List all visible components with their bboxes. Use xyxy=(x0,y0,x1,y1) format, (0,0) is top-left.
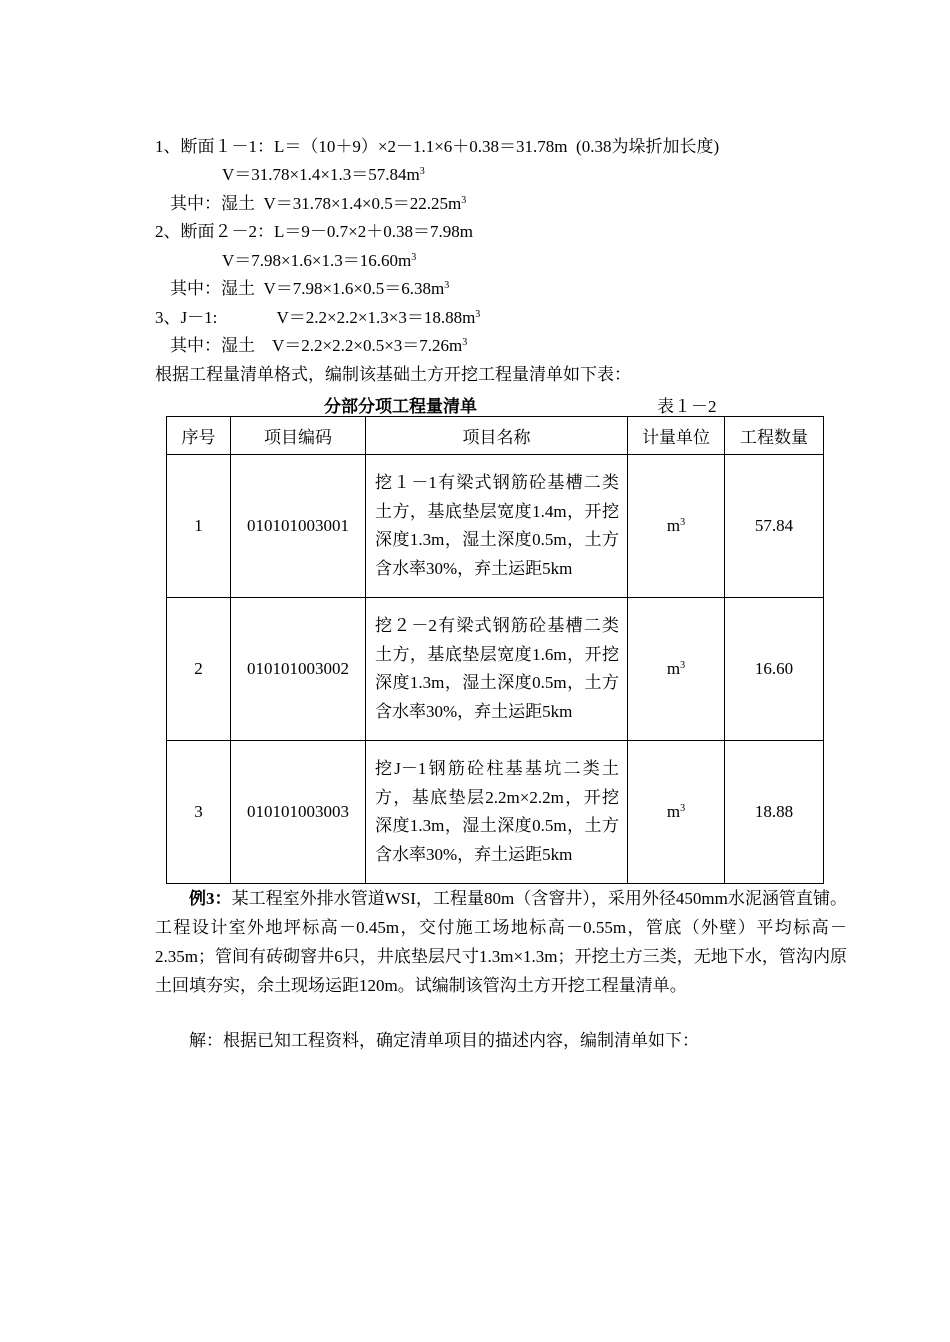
row-no: 3 xyxy=(167,741,231,884)
table-header-row xyxy=(167,417,824,455)
row-qty: 57.84 xyxy=(725,455,824,598)
calc-line-5: $V=7.98\times 1.6\times 1.3=16.60m^3$ xyxy=(222,251,417,270)
row-code: 010101003001 xyxy=(231,455,366,598)
row-no: 2 xyxy=(167,598,231,741)
calc-line-6: 其中：湿土 $V=7.98\times 1.6\times 0.5=6.38m^3$ xyxy=(170,279,450,298)
solution-paragraph: 解：根据已知工程资料，确定清单项目的描述内容，编制清单如下： xyxy=(189,1031,699,1050)
row-no: 1 xyxy=(167,455,231,598)
calc-line-3: 其中：湿土 $V=31.78\times 1.4\times 0.5=22.25m^3$ xyxy=(170,194,467,213)
row-name: 挖２－2有梁式钢筋砼基槽二类土方，基底垫层宽度1.6m，开挖深度1.3m，湿土深度0.5m，土方含水率30%，弃土运距5km xyxy=(366,598,628,741)
header-code: 项目编码 xyxy=(231,417,366,455)
row-name: 挖１－1有梁式钢筋砼基槽二类土方，基底垫层宽度1.4m，开挖深度1.3m，湿土深度0.5m，土方含水率30%，弃土运距5km xyxy=(366,455,628,598)
header-name: 项目名称 xyxy=(366,417,628,455)
calc-line-1: 1、断面１－1：L＝（10＋9）×2－1.1×6＋0.38＝31.78m (0.38为垛折加长度) xyxy=(155,137,720,156)
header-unit: 计量单位 xyxy=(628,417,725,455)
calc-line-8: 其中：湿土 $V=2.2\times 2.2\times 0.5\times 3=7.26m^3$ xyxy=(170,336,468,355)
example-label: 例3： xyxy=(189,889,232,908)
row-code: 010101003002 xyxy=(231,598,366,741)
calc-line-4: 2、断面２－2：L＝9－0.7×2＋0.38＝7.98m xyxy=(155,222,473,241)
header-qty: 工程数量 xyxy=(725,417,824,455)
row-code: 010101003003 xyxy=(231,741,366,884)
row-name: 挖J－1钢筋砼柱基基坑二类土方，基底垫层2.2m×2.2m，开挖深度1.3m，湿土深度0.5m，土方含水率30%，弃土运距5km xyxy=(366,741,628,884)
example-paragraph xyxy=(155,884,847,1000)
bill-of-quantities-table xyxy=(166,416,824,884)
intro-line: 根据工程量清单格式，编制该基础土方开挖工程量清单如下表： xyxy=(155,365,631,384)
row-unit: $m^3$ xyxy=(628,598,725,741)
table-number: 表１－2 xyxy=(657,397,717,416)
row-qty: 16.60 xyxy=(725,598,824,741)
header-no: 序号 xyxy=(167,417,231,455)
table-row xyxy=(167,455,824,598)
table-row xyxy=(167,598,824,741)
calc-line-2: $V=31.78\times 1.4\times 1.3=57.84m^3$ xyxy=(222,165,425,184)
row-qty: 18.88 xyxy=(725,741,824,884)
table-title: 分部分项工程量清单 xyxy=(324,397,477,416)
calc-line-7: 3、J－1: $V=2.2\times 2.2\times 1.3\times 3=18.88m^3$ xyxy=(155,308,481,327)
row-unit: $m^3$ xyxy=(628,741,725,884)
row-unit: $m^3$ xyxy=(628,455,725,598)
example-text: 某工程室外排水管道WSI，工程量80m（含窨井），采用外径450mm水泥涵管直铺。工程设计室外地坪标高－0.45m，交付施工场地标高－0.55m，管底（外壁）平均标高－2.35m；管间有砖砌窨井6只，井底垫层尺寸1.3m×1.3m；开挖土方三类，无地下水，管沟内原土回填夯实，余土现场运距120m。试编制该管沟土方开挖工程量清单。 xyxy=(155,889,847,995)
table-row xyxy=(167,741,824,884)
